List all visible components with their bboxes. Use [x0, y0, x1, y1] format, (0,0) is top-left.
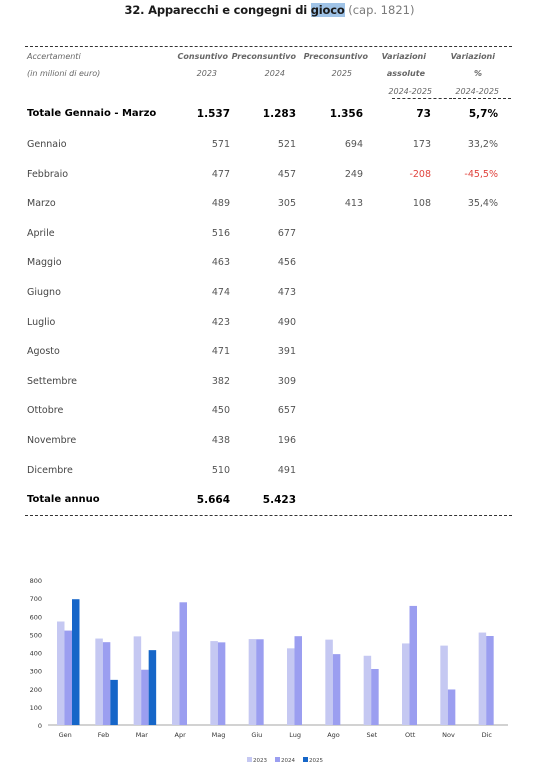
row-2023: 510: [211, 465, 230, 476]
y-tick-label: 100: [29, 703, 42, 712]
title-highlight: gioco: [310, 3, 345, 17]
row-label: Marzo: [27, 198, 56, 209]
header-subrule-pct: [453, 98, 511, 99]
bar-2024-ott: [410, 606, 418, 725]
legend-label-2024: 2024: [281, 758, 295, 764]
bar-2025-mar: [149, 650, 157, 725]
header-col4-line3: 2024-2025: [388, 87, 432, 96]
bar-2023-mag: [210, 641, 218, 725]
row-abs: 173: [412, 139, 431, 150]
row-pct: 35,4%: [467, 198, 498, 209]
row-label: Gennaio: [27, 139, 67, 150]
x-tick-label: Mag: [211, 731, 226, 739]
row-2024: 473: [277, 287, 296, 298]
row-2024: 457: [277, 169, 296, 180]
y-tick-label: 500: [29, 631, 42, 640]
row-2024: 456: [277, 257, 296, 268]
x-tick-label: Set: [366, 731, 378, 739]
row-2025: 413: [344, 198, 363, 209]
bar-2023-giu: [249, 639, 257, 725]
title-prefix: 32. Apparecchi e congegni di: [124, 3, 311, 17]
bar-2023-feb: [95, 639, 103, 725]
bar-2024-set: [371, 669, 379, 725]
header-col2-line1: Preconsuntivo: [231, 52, 296, 61]
legend-swatch-2023: [247, 757, 252, 762]
x-tick-label: Nov: [442, 731, 455, 739]
total-q1-pct: 5,7%: [468, 108, 498, 120]
header-col5-line2: %: [473, 69, 482, 78]
bar-2024-nov: [448, 689, 456, 725]
row-2025: 694: [344, 139, 363, 150]
bar-2024-ago: [333, 654, 341, 725]
row-2023: 516: [211, 228, 230, 239]
row-abs: 108: [412, 198, 431, 209]
row-pct: -45,5%: [464, 169, 498, 180]
header-col5-line3: 2024-2025: [455, 87, 499, 96]
row-2024: 196: [277, 435, 296, 446]
bar-2023-ott: [402, 643, 410, 725]
header-col1-line2: 2023: [196, 69, 217, 78]
row-label: Febbraio: [27, 169, 69, 180]
bar-2024-mar: [141, 670, 149, 725]
header-col4-line2: assolute: [386, 69, 425, 78]
row-2024: 677: [277, 228, 296, 239]
y-tick-label: 0: [37, 722, 42, 730]
legend-label-2025: 2025: [309, 758, 323, 764]
y-tick-label: 600: [29, 613, 42, 622]
x-tick-label: Lug: [289, 731, 302, 739]
header-col5-line1: Variazioni: [450, 52, 495, 61]
y-tick-label: 800: [29, 577, 42, 585]
x-tick-label: Ott: [405, 731, 416, 739]
x-tick-label: Gen: [58, 731, 72, 739]
bar-2023-lug: [287, 648, 295, 725]
header-col4-line1: Variazioni: [381, 52, 426, 61]
table-bottom-rule: [25, 515, 512, 516]
row-2023: 477: [211, 169, 230, 180]
bar-2024-feb: [103, 642, 111, 725]
legend-swatch-2025: [303, 757, 308, 762]
bar-2023-apr: [172, 631, 180, 725]
bar-2024-lug: [295, 636, 303, 725]
bar-2025-gen: [72, 599, 80, 725]
bar-chart: [0, 572, 539, 772]
bar-2024-dic: [486, 636, 494, 725]
row-label: Settembre: [27, 376, 77, 387]
row-label: Ottobre: [27, 405, 64, 416]
x-tick-label: Feb: [97, 731, 110, 739]
row-2025: 249: [344, 169, 363, 180]
bar-2025-feb: [110, 680, 118, 725]
row-pct: 33,2%: [467, 139, 498, 150]
x-tick-label: Mar: [135, 731, 148, 739]
bar-2023-nov: [440, 646, 448, 725]
y-tick-label: 200: [29, 685, 42, 694]
bar-2023-mar: [134, 636, 142, 725]
bar-2023-set: [364, 656, 372, 725]
row-label: Aprile: [27, 228, 55, 239]
total-q1-2025: 1.356: [329, 108, 363, 120]
row-2024: 391: [277, 346, 296, 357]
bar-2024-mag: [218, 642, 226, 725]
bar-2023-ago: [325, 640, 333, 725]
table-top-rule: [25, 46, 512, 47]
row-2024: 490: [277, 317, 296, 328]
y-tick-label: 400: [29, 649, 42, 658]
y-tick-label: 300: [29, 667, 42, 676]
bar-2023-dic: [479, 633, 487, 725]
header-col2-line2: 2024: [264, 69, 285, 78]
header-col0-line1: Accertamenti: [27, 52, 81, 61]
row-label: Luglio: [27, 317, 56, 328]
row-2023: 489: [211, 198, 230, 209]
row-2024: 309: [277, 376, 296, 387]
total-q1-abs: 73: [416, 108, 431, 120]
x-tick-label: Apr: [174, 731, 186, 739]
header-col3-line1: Preconsuntivo: [303, 52, 368, 61]
row-label: Agosto: [27, 346, 60, 357]
row-2024: 521: [277, 139, 296, 150]
row-2024: 657: [277, 405, 296, 416]
row-2024: 305: [277, 198, 296, 209]
bar-2024-apr: [180, 602, 188, 725]
total-q1-2023: 1.537: [196, 108, 230, 120]
row-label: Novembre: [27, 435, 77, 446]
header-col1-line1: Consuntivo: [177, 52, 228, 61]
row-2023: 382: [211, 376, 230, 387]
x-tick-label: Dic: [481, 731, 493, 739]
bar-2024-gen: [65, 631, 73, 725]
row-2023: 471: [211, 346, 230, 357]
row-label: Giugno: [27, 287, 61, 298]
y-tick-label: 700: [29, 595, 42, 604]
x-tick-label: Giu: [251, 731, 263, 739]
bar-2024-giu: [256, 639, 264, 725]
total-year-2024: 5.423: [262, 494, 296, 506]
header-col3-line2: 2025: [331, 69, 352, 78]
row-2024: 491: [277, 465, 296, 476]
row-2023: 450: [211, 405, 230, 416]
title-cap: (cap. 1821): [348, 3, 415, 17]
legend-label-2023: 2023: [253, 758, 267, 764]
row-2023: 438: [211, 435, 230, 446]
page-title: [0, 3, 539, 17]
row-label: Dicembre: [27, 465, 73, 476]
row-2023: 474: [211, 287, 230, 298]
total-year-2023: 5.664: [196, 494, 230, 506]
x-tick-label: Ago: [327, 731, 340, 739]
total-q1-label: Totale Gennaio - Marzo: [27, 108, 157, 119]
row-abs: -208: [409, 169, 431, 180]
row-2023: 463: [211, 257, 230, 268]
row-2023: 423: [211, 317, 230, 328]
row-2023: 571: [211, 139, 230, 150]
total-q1-2024: 1.283: [262, 108, 296, 120]
header-col0-line2: (in milioni di euro): [27, 69, 101, 78]
legend-swatch-2024: [275, 757, 280, 762]
total-year-label: Totale annuo: [27, 494, 100, 505]
row-label: Maggio: [27, 257, 62, 268]
header-subrule-abs: [392, 98, 452, 99]
bar-2023-gen: [57, 622, 65, 725]
